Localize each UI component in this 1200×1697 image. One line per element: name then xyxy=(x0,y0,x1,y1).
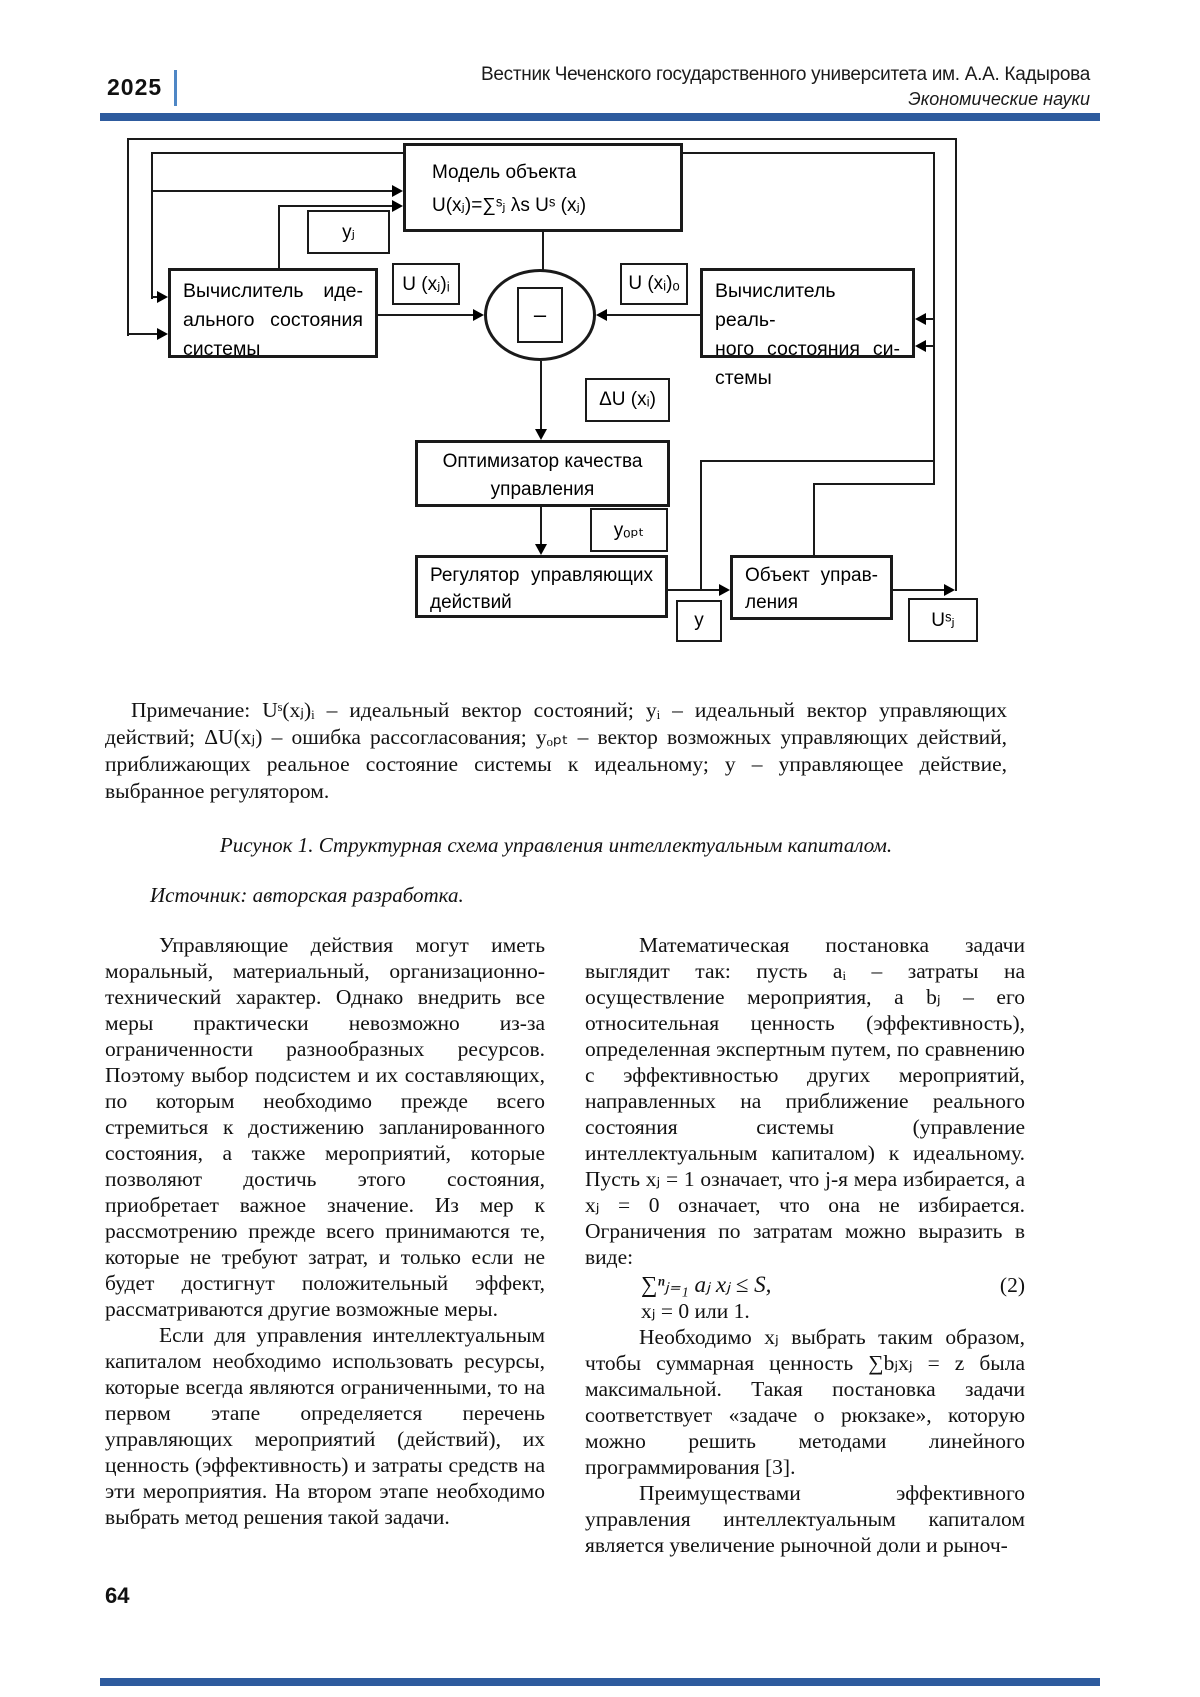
model-box-line: U(xⱼ)=∑ˢⱼ λs Uˢ (xⱼ) xyxy=(432,195,587,216)
connector-line xyxy=(893,589,946,591)
real-box-line: стемы xyxy=(715,367,772,389)
connector-line xyxy=(813,483,815,555)
figure-note: Примечание: Uˢ(xⱼ)ᵢ – идеальный вектор состояний; yᵢ – идеальный вектор управляющих действий; ΔU(xⱼ) – ошибка рассогласования; yₒₚₜ – вектор возможных управляющих действий, приближающих реальное состояние системы к идеальному; у – управляющее действие, выбранное регулятором. xyxy=(105,698,1007,803)
left-column xyxy=(105,932,545,1530)
header-accent-bar xyxy=(100,113,1100,121)
u-xi-o-label: U (xᵢ)ₒ xyxy=(628,273,680,294)
connector-line xyxy=(278,205,395,207)
minus-sign: – xyxy=(533,302,547,327)
connector-line xyxy=(127,138,957,140)
ideal-state-calculator-box xyxy=(168,268,378,358)
connector-line xyxy=(605,314,700,316)
y-label-box xyxy=(676,600,722,642)
ideal-box-line: системы xyxy=(183,338,261,360)
control-object-box xyxy=(730,555,893,620)
delta-u-label-box xyxy=(585,378,670,422)
y-opt-label-box xyxy=(590,508,668,552)
paragraph: Преимуществами эффективного управления интеллектуальным капиталом является увеличение рыночной доли и рыноч- xyxy=(585,1481,1025,1557)
optimizer-box-line: управления xyxy=(490,479,595,500)
connector-line xyxy=(542,232,544,272)
footer-accent-bar xyxy=(100,1678,1100,1686)
real-box-line: Вычислитель реаль- xyxy=(715,280,836,331)
arrowhead xyxy=(473,309,484,321)
arrowhead xyxy=(535,429,547,440)
arrowhead xyxy=(719,584,730,596)
object-box-line: Объект управ- xyxy=(745,565,878,586)
journal-title: Вестник Чеченского государственного университета им. А.А. Кадырова xyxy=(481,64,1090,85)
paragraph: Необходимо xⱼ выбрать таким образом, чтобы суммарная ценность ∑bⱼxⱼ = z была максимальной. Такая постановка задачи соответствует «задаче о рюкзаке», которую можно решить методами линейного программирования [3]. xyxy=(585,1325,1025,1479)
arrowhead xyxy=(392,200,403,212)
real-box-line: ного состояния си- xyxy=(715,338,900,360)
connector-line xyxy=(813,483,933,485)
connector-line xyxy=(668,589,722,591)
equation-2-row xyxy=(585,1272,1025,1298)
figure-caption: Рисунок 1. Структурная схема управления интеллектуальным капиталом. xyxy=(219,833,893,857)
connector-line xyxy=(127,333,160,335)
arrowhead xyxy=(596,309,607,321)
connector-line xyxy=(278,205,280,269)
model-box xyxy=(403,143,683,232)
connector-line xyxy=(151,152,153,299)
usj-label-box xyxy=(908,598,978,642)
real-state-calculator-box xyxy=(700,268,915,389)
minus-comparator xyxy=(517,287,563,343)
connector-line xyxy=(933,152,935,485)
connector-line xyxy=(540,361,542,433)
optimizer-box xyxy=(415,440,670,507)
arrowhead xyxy=(157,291,168,303)
paragraph: Управляющие действия могут иметь моральный, материальный, организационно-технический характер. Однако внедрить все меры практически невозможно из-за ограниченности разнообразных ресурсов. Поэтому выбор подсистем и их составляющих, по которым необходимо прежде всего стремиться к достижению запланированного состояния, а также мероприятий, которые позволяют достичь этого состояния, приобретает важное значение. Из мер к рассмотрению прежде всего принимаются те, которые не требуют затрат, и только если не будет достигнут положительный эффект, рассматриваются другие возможные меры. xyxy=(105,933,545,1321)
connector-line xyxy=(127,138,129,336)
ideal-box-line: Вычислитель иде- xyxy=(183,280,363,302)
y-label: у xyxy=(694,610,704,631)
summation-node xyxy=(484,269,596,361)
regulator-box-line: действий xyxy=(430,592,512,613)
regulator-box-line: Регулятор управляющих xyxy=(430,565,653,586)
connector-line xyxy=(955,138,957,591)
optimizer-box-line: Оптимизатор качества xyxy=(442,451,643,472)
equation-2-number: (2) xyxy=(999,1273,1025,1297)
u-xj-i-label-box xyxy=(392,263,460,305)
arrowhead xyxy=(915,340,926,352)
connector-line xyxy=(700,460,933,462)
journal-section: Экономические науки xyxy=(908,89,1090,109)
u-xi-o-label-box xyxy=(620,263,688,305)
connector-line xyxy=(540,507,542,547)
y-opt-label: yₒₚₜ xyxy=(613,519,645,541)
paragraph: Если для управления интеллектуальным капиталом необходимо использовать ресурсы, которые всегда являются ограниченными, то на первом этапе определяется перечень управляющих мероприятий (действий), их ценность (эффективность) и затраты средств на эти мероприятия. На втором этапе необходимо выбрать метод решения такой задачи. xyxy=(105,1323,545,1529)
equation-constraint: xⱼ = 0 или 1. xyxy=(641,1299,750,1323)
paragraph: Математическая постановка задачи выглядит так: пусть aᵢ – затраты на осуществление мероприятия, а bⱼ – его относительная ценность (эффективность), определенная экспертным путем, по сравнению с эффективностью других мероприятий, направленных на приближение реального состояния системы (управление интеллектуальным капиталом) к идеальному. Пусть xⱼ = 1 означает, что j-я мера избирается, а xⱼ = 0 означает, что она не избирается. Ограничения по затратам можно выразить в виде: xyxy=(585,933,1025,1269)
connector-line xyxy=(700,460,702,589)
connector-line xyxy=(151,190,395,192)
page-number: 64 xyxy=(105,1583,130,1608)
arrowhead xyxy=(535,544,547,555)
yj-label-box xyxy=(307,210,390,254)
right-column xyxy=(585,932,1025,1558)
delta-u-label: ΔU (xᵢ) xyxy=(599,389,656,410)
figure-1-diagram xyxy=(100,138,1100,665)
arrowhead xyxy=(944,584,955,596)
arrowhead xyxy=(915,313,926,325)
year-label: 2025 xyxy=(107,74,163,100)
connector-line xyxy=(378,314,476,316)
ideal-box-line: ального состояния xyxy=(183,309,363,331)
yj-label: yⱼ xyxy=(342,221,355,243)
u-xj-i-label: U (xⱼ)ᵢ xyxy=(402,273,450,295)
usj-label: Uˢⱼ xyxy=(931,609,955,631)
model-box-line: Модель объекта xyxy=(432,162,577,183)
figure-source: Источник: авторская разработка. xyxy=(150,883,464,907)
year-divider xyxy=(174,70,177,106)
regulator-box xyxy=(415,555,668,618)
object-box-line: ления xyxy=(745,592,799,613)
equation-2: ∑ⁿⱼ₌₁ aⱼ xⱼ ≤ S, xyxy=(641,1272,772,1297)
arrowhead xyxy=(157,328,168,340)
arrowhead xyxy=(392,185,403,197)
